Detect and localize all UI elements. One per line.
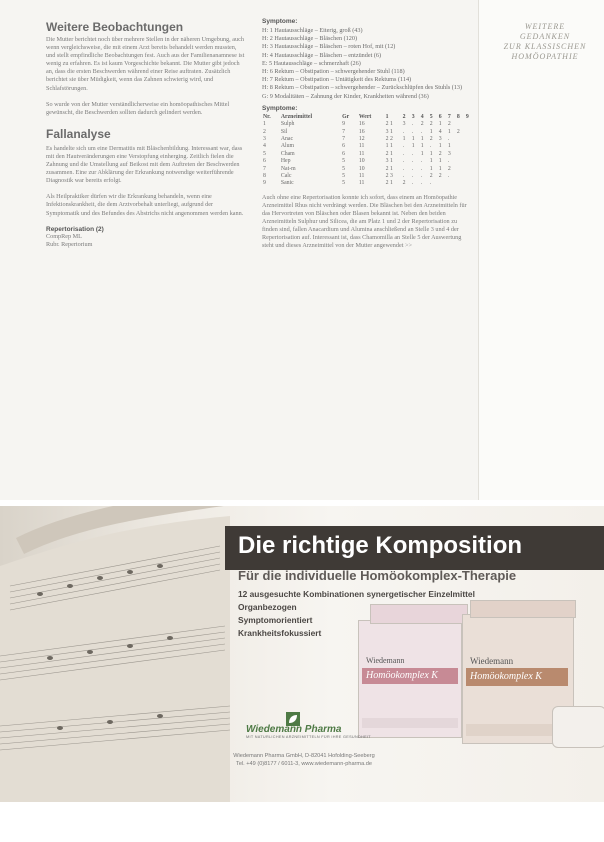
table-header-cell: Nr. xyxy=(263,113,271,120)
paragraph: Die Mutter berichtet noch über mehrere Stellen in der näheren Umgebung, auch wenn vergleichsweise, die mit einem Arzt bereits behandelt werden mussten, und stellt empfindliche Beobachtungen fest. Auch aus der Familienanamnese ist wenig zu erfahren. Es ist kaum Vorgeschichte bekannt. Die Mutter gibt jedoch an, dass die ersten Beschwerden während einer Reise auftraten. Zusätzlich berichtet sie über Müdigkeit, wenn das Zahnen schwierig wird, und Schlafstörungen. xyxy=(46,36,245,92)
rep-source: Rubr. Repertorium xyxy=(46,240,93,248)
symptom-list xyxy=(262,27,474,101)
table-cell: 1 xyxy=(420,136,424,143)
table-cell: 3 xyxy=(263,136,266,143)
list-item: H: 4 Hautausschläge – Bläschen – entzündet (6) xyxy=(262,51,382,59)
table-cell xyxy=(465,129,474,136)
table-header-cell: 1 xyxy=(385,113,389,120)
table-cell: 1 xyxy=(447,128,451,135)
table-cell: Anac xyxy=(280,136,294,143)
table-cell xyxy=(465,136,474,143)
side-strip xyxy=(478,0,604,500)
table-cell: 5 xyxy=(342,173,345,180)
table-cell xyxy=(456,121,465,128)
table-cell: 1 xyxy=(447,143,451,150)
table-cell: . xyxy=(402,173,405,180)
table-cell: 7 xyxy=(342,136,345,143)
table-cell xyxy=(465,158,474,165)
table-cell: 2 1 xyxy=(385,180,393,187)
table-cell: . xyxy=(447,136,450,143)
table-cell: . xyxy=(420,180,423,187)
table-cell: 1 xyxy=(438,165,442,172)
table-cell: 3 xyxy=(402,121,406,128)
list-item: H: 8 Rektum – Obstipation – schwergehender – Zurückschlüpfen des Stuhls (13) xyxy=(262,84,463,92)
table-cell: 9 xyxy=(263,180,266,187)
product-footer-band xyxy=(362,718,458,728)
table-cell: 1 1 xyxy=(385,143,393,150)
table-cell: 1 xyxy=(429,128,433,135)
advertisement xyxy=(0,506,604,802)
table-row xyxy=(262,136,474,143)
repertorisation-table xyxy=(262,114,474,188)
list-item: Organbezogen xyxy=(238,602,297,612)
table-header-cell: 6 xyxy=(438,113,442,120)
table-cell: . xyxy=(411,180,414,187)
section-title: Weitere Beobachtungen xyxy=(46,20,184,34)
table-header-cell: 9 xyxy=(465,113,469,120)
table-cell xyxy=(465,151,474,158)
table-cell: . xyxy=(420,158,423,165)
table-cell: . xyxy=(420,128,423,135)
table-cell: 1 xyxy=(438,158,442,165)
list-item: H: 1 Hautausschläge – Eiterig, groß (43) xyxy=(262,27,363,34)
table-cell: 2 xyxy=(429,173,433,180)
paragraph: So wurde von der Mutter verständlicherweise ein homöopathisches Mittel gewünscht, die Beschwerden sollten dadurch gelindert werden. xyxy=(46,100,230,116)
table-cell: . xyxy=(429,143,432,150)
table-cell: . xyxy=(411,158,414,165)
product-box-top xyxy=(470,600,576,618)
table-cell: . xyxy=(411,173,414,180)
table-cell xyxy=(456,166,465,173)
table-cell: 11 xyxy=(358,150,365,157)
table-header-cell: 4 xyxy=(420,113,424,120)
paragraph: Als Heilpraktiker dürfen wir die Erkrankung behandeln, wenn eine Infektionskrankheit, die dem Arztvorbehalt unterliegt, aufgrund der Symptomatik und des Befundes des Abstrichs nicht angenommen werden kann. xyxy=(46,193,244,217)
list-item: H: 2 Hautausschläge – Bläschen (120) xyxy=(262,35,358,43)
table-cell xyxy=(438,180,447,187)
paragraph: Auch ohne eine Repertorisation konnte ich sofort, dass einem an Homöopathie Arzneimittel Rhus nicht verdrängt werden. Die Bläschen bei den Arzneimitteln für das Hervortreten von Bläschen oder Blasen bekannt ist. Neben den beiden Arzneimitteln Sulphur und Silicea, die am Platz 1 und 2 der Repertorisation zu finden sind, fallen Anacardium und Alumina anschließend an Stelle 3 und 4 der Repertorisation auf. Interessant ist, dass Chamomilla an Stelle 5 der Auswertung steht und dieses Arzneimittel von der Mutter angewendet >> xyxy=(262,193,467,250)
table-cell: 6 xyxy=(342,150,345,157)
table-cell: 1 xyxy=(438,121,442,128)
table-row xyxy=(262,129,474,136)
table-cell: 3 xyxy=(447,150,451,157)
table-cell: 7 xyxy=(342,128,345,135)
product-name: Homöokomplex K xyxy=(470,671,542,682)
left-column xyxy=(46,18,246,249)
table-cell: Sulph xyxy=(280,121,295,128)
table-cell: Nat-m xyxy=(280,165,296,172)
table-cell: 3 1 xyxy=(385,158,393,165)
table-row xyxy=(262,173,474,180)
table-row xyxy=(262,180,474,187)
table-cell: 2 1 xyxy=(385,121,393,128)
table-cell xyxy=(456,158,465,165)
table-cell xyxy=(447,180,456,187)
table-cell xyxy=(456,151,465,158)
table-cell: Hep xyxy=(280,158,291,165)
table-cell: 1 xyxy=(438,143,442,150)
table-cell: . xyxy=(411,165,414,172)
table-cell xyxy=(456,136,465,143)
table-header-cell: Gr xyxy=(342,113,350,120)
table-header-cell: Wert xyxy=(358,113,372,120)
company-tagline: MIT NATURLICHEN ARZNEIMITTELN FÜR IHRE GESUNDHEIT xyxy=(246,735,371,739)
table-header-cell: 2 xyxy=(402,113,406,120)
table-cell: 10 xyxy=(358,165,365,172)
table-cell: 7 xyxy=(263,165,266,172)
table-cell xyxy=(465,180,474,187)
table-cell: 2 xyxy=(447,121,451,128)
table-cell xyxy=(465,143,474,150)
table-cell: 2 xyxy=(456,128,460,135)
table-cell: 1 xyxy=(263,121,266,128)
table-cell: 5 xyxy=(342,180,345,187)
rep-tool: CompRep ML xyxy=(46,232,82,240)
table-cell: . xyxy=(402,143,405,150)
table-row xyxy=(262,151,474,158)
section-title: Fallanalyse xyxy=(46,126,111,141)
company-name: Wiedemann Pharma xyxy=(246,724,342,735)
table-cell: 2 xyxy=(263,128,266,135)
table-cell: 11 xyxy=(358,180,365,187)
table-header-cell: 7 xyxy=(447,113,451,120)
table-cell xyxy=(456,143,465,150)
table-cell: Sil xyxy=(280,128,288,135)
table-cell: 1 xyxy=(420,150,424,157)
table-cell xyxy=(465,166,474,173)
table-cell: 1 xyxy=(429,150,433,157)
table-heading: Symptome: xyxy=(262,104,298,112)
table-cell: Cham xyxy=(280,150,295,157)
table-cell: 3 xyxy=(438,136,442,143)
table-cell: . xyxy=(402,165,405,172)
list-item: G: 9 Modalitäten – Zahnung der Kinder, Krankheiten während (36) xyxy=(262,92,429,100)
repertorisation-heading: Repertorisation (2) xyxy=(46,225,104,233)
table-cell: 5 xyxy=(342,165,345,172)
dropper-bottle xyxy=(552,706,604,748)
table-header-cell: 3 xyxy=(411,113,415,120)
table-cell: 2 1 xyxy=(385,165,393,172)
table-cell: Calc xyxy=(280,173,292,180)
table-header-row xyxy=(262,114,474,121)
table-cell: . xyxy=(447,173,450,180)
table-cell: 2 xyxy=(438,150,442,157)
table-cell: 2 xyxy=(420,121,424,128)
table-cell: Sanic xyxy=(280,180,294,187)
table-cell: 2 xyxy=(447,165,451,172)
list-item: H: 3 Hautausschläge – Bläschen – roten Hof, mit (12) xyxy=(262,43,396,51)
table-cell: 2 3 xyxy=(385,173,393,180)
list-item: H: 7 Rektum – Obstipation – Untätigkeit des Rektums (114) xyxy=(262,76,412,84)
product-name: Homöokomplex K xyxy=(366,670,438,681)
table-cell: 2 2 xyxy=(385,136,393,143)
table-cell: . xyxy=(411,128,414,135)
magazine-logo: WEITERE GEDANKEN ZUR KLASSISCHEN HOMÖOPATHIE xyxy=(503,22,587,61)
table-cell: 2 xyxy=(429,136,433,143)
table-cell: 3 1 xyxy=(385,128,393,135)
table-cell: 1 xyxy=(402,136,406,143)
table-cell: 16 xyxy=(358,121,365,128)
table-cell: 6 xyxy=(263,158,266,165)
table-cell: 11 xyxy=(358,173,365,180)
table-cell xyxy=(456,173,465,180)
table-cell: 12 xyxy=(358,136,365,143)
table-cell: 9 xyxy=(342,121,345,128)
table-cell: 2 1 xyxy=(385,150,393,157)
symptoms-heading: Symptome: xyxy=(262,18,298,25)
table-cell xyxy=(465,121,474,128)
table-cell xyxy=(456,180,465,187)
table-cell: . xyxy=(402,158,405,165)
right-column xyxy=(262,18,474,251)
table-cell: . xyxy=(429,180,432,187)
table-cell: . xyxy=(411,121,414,128)
table-cell: . xyxy=(402,128,405,135)
table-cell: . xyxy=(420,165,423,172)
table-cell: 1 xyxy=(420,143,424,150)
product-brand: Wiedemann xyxy=(470,656,514,666)
table-cell: . xyxy=(402,150,405,157)
ad-title: Die richtige Komposition xyxy=(238,532,523,559)
product-brand: Wiedemann xyxy=(366,656,405,665)
table-body xyxy=(262,121,474,188)
product-box-top xyxy=(370,604,468,624)
table-cell: 1 xyxy=(411,136,415,143)
table-row xyxy=(262,166,474,173)
table-cell: 5 xyxy=(263,150,266,157)
table-cell: 11 xyxy=(358,143,365,150)
table-cell: 4 xyxy=(438,128,442,135)
table-row xyxy=(262,143,474,150)
paragraph: Es handelte sich um eine Dermatitis mit Bläschenbildung. Interessant war, dass mit den Hautveränderungen eine Verstopfung einherging. Zeitlich fielen die Zahnung und die Umstellung auf Beikost mit dem Auftreten der Beschwerden zusammen. Eine zur Abklärung der Erkrankung notwendige weiterführende Diagnostik war bereits erfolgt. xyxy=(46,144,243,185)
table-cell: 6 xyxy=(342,143,345,150)
table-cell: 2 xyxy=(429,121,433,128)
list-item: E: 5 Hautausschläge – schmerzhaft (26) xyxy=(262,59,361,67)
list-item: 12 ausgesuchte Kombinationen synergetischer Einzelmittel xyxy=(238,589,475,599)
table-cell: 10 xyxy=(358,158,365,165)
table-header-cell: 5 xyxy=(429,113,433,120)
list-item: Krankheitsfokussiert xyxy=(238,628,322,638)
table-cell: 4 xyxy=(263,143,266,150)
table-cell: . xyxy=(411,150,414,157)
company-contact: Wiedemann Pharma GmbH, D-82041 Hofolding-Seeberg Tel. +49 (0)8177 / 6011-3, www.wiedemann-pharma.de xyxy=(233,753,375,767)
list-item: H: 6 Rektum – Obstipation – schwergehender Stuhl (118) xyxy=(262,68,405,76)
table-row xyxy=(262,158,474,165)
sheet-music-illustration xyxy=(0,506,230,802)
table-cell: 2 xyxy=(438,173,442,180)
table-cell: . xyxy=(420,173,423,180)
table-cell: Alum xyxy=(280,143,295,150)
table-header-cell: Arzneimittel xyxy=(280,113,313,120)
table-row xyxy=(262,121,474,128)
table-cell: . xyxy=(447,158,450,165)
table-cell: 2 xyxy=(402,180,406,187)
table-cell: 16 xyxy=(358,128,365,135)
ad-subtitle: Für die individuelle Homöokomplex-Therapie xyxy=(238,568,517,583)
table-cell: 8 xyxy=(263,173,266,180)
table-cell: 1 xyxy=(411,143,415,150)
table-cell: 5 xyxy=(342,158,345,165)
table-cell xyxy=(465,173,474,180)
table-cell: 1 xyxy=(429,158,433,165)
table-cell: 1 xyxy=(429,165,433,172)
list-item: Symptomorientiert xyxy=(238,615,313,625)
table-header-cell: 8 xyxy=(456,113,460,120)
